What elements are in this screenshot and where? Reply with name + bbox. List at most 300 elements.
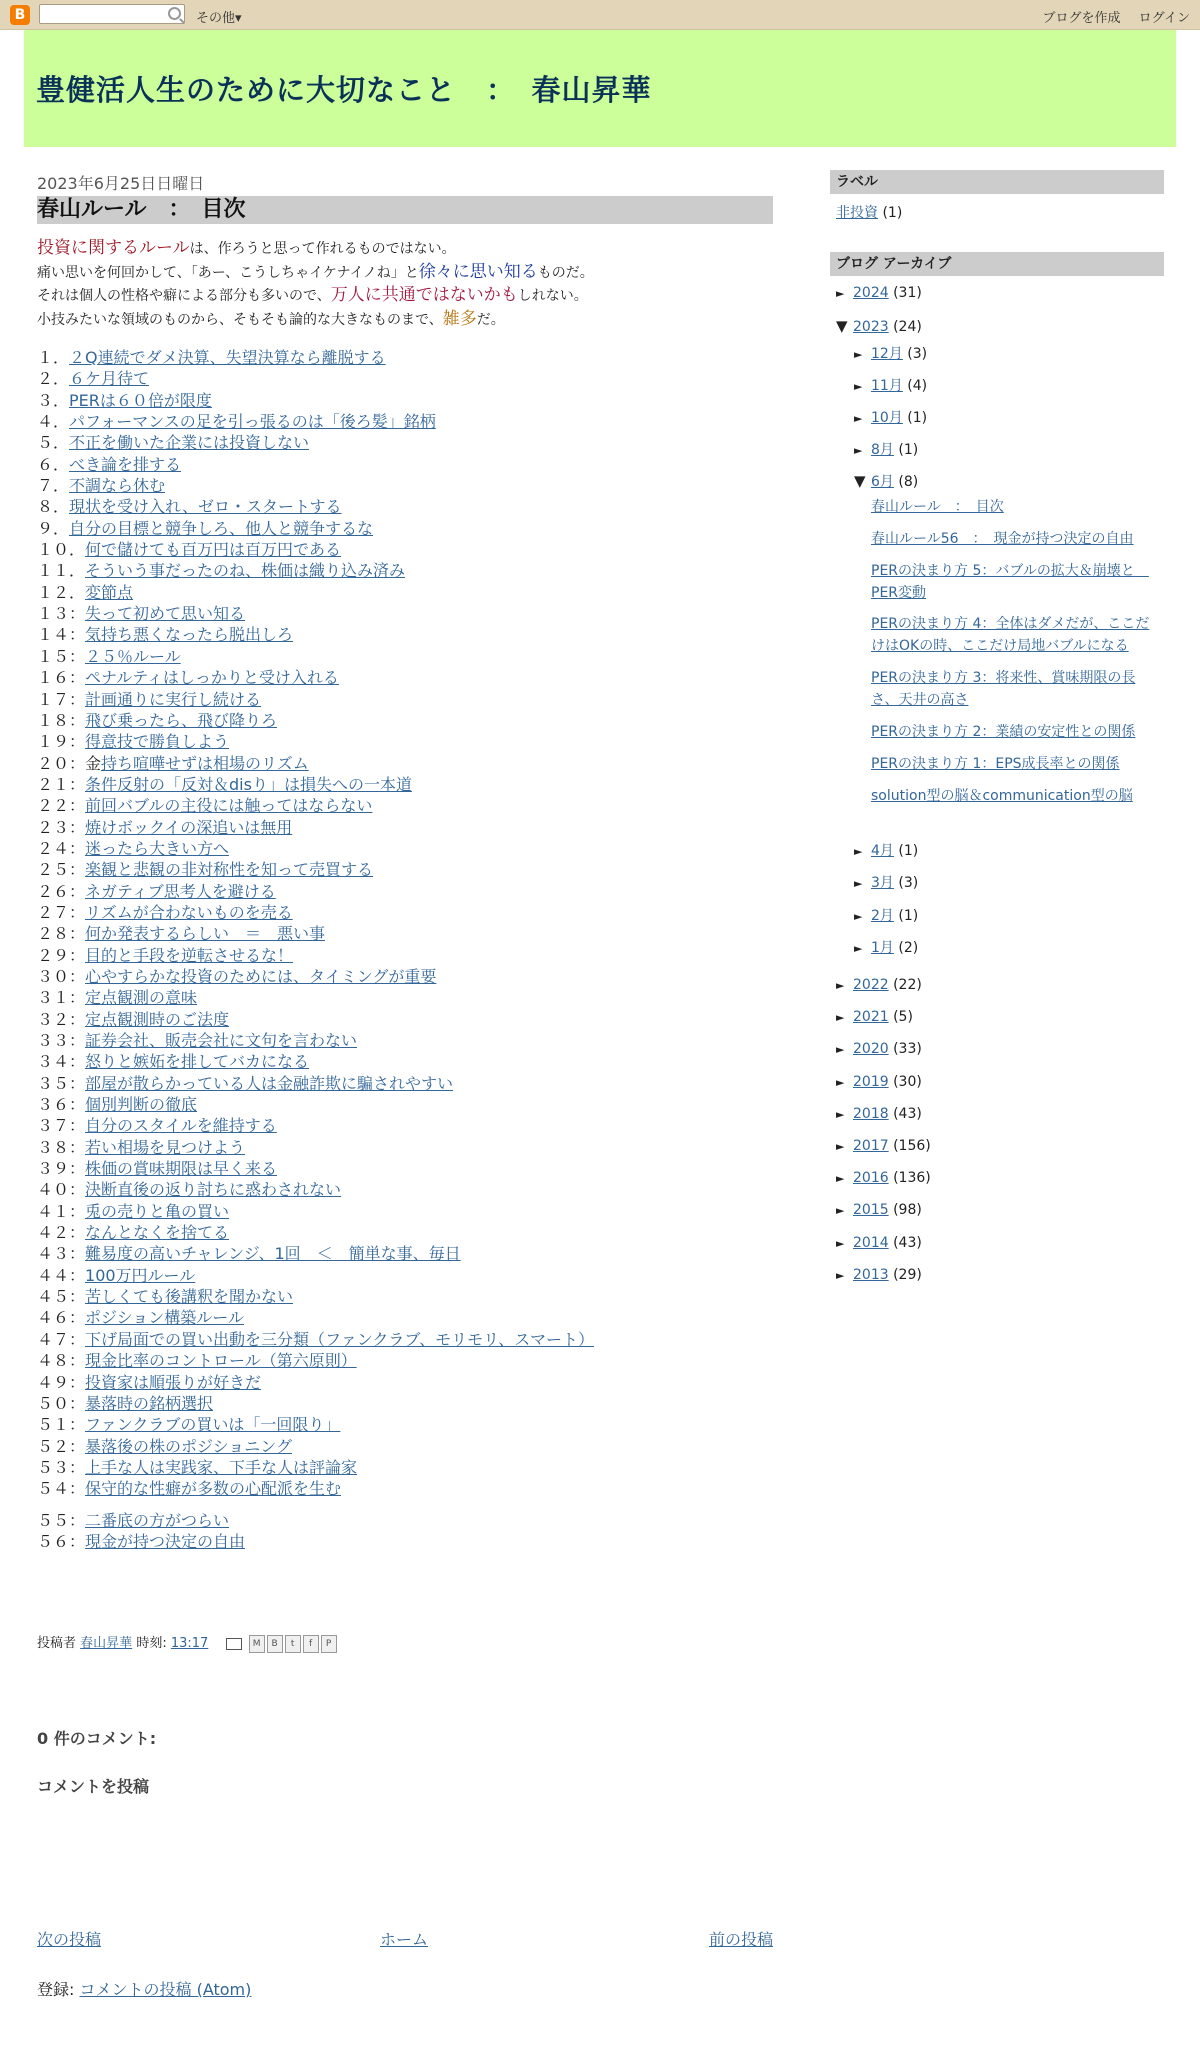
archive-item	[854, 407, 927, 427]
archive-item	[836, 1106, 922, 1122]
rule-item	[37, 1286, 773, 1307]
intro-text: 小技みたいな領域のものから、そもそも論的な大きなものまで、	[37, 311, 443, 328]
collapsed-toggle-icon[interactable]: ►	[836, 287, 845, 300]
share-buttons	[247, 1636, 337, 1651]
archive-post-link[interactable]: 春山ルール ： 目次	[871, 499, 1004, 515]
rule-link[interactable]: べき論を排する	[69, 454, 182, 474]
archive-item	[854, 840, 918, 860]
rule-number: ４８：	[37, 1351, 86, 1371]
rule-link[interactable]: 個別判断の徹底	[85, 1095, 198, 1115]
rule-number: ３６：	[37, 1095, 86, 1115]
intro-line-2	[37, 261, 773, 285]
post-comment-heading: コメントを投稿	[37, 1777, 150, 1796]
rule-item	[37, 1414, 773, 1435]
rule-item	[37, 902, 773, 923]
archive-link[interactable]: 11月	[871, 378, 903, 394]
rule-prefix: 金	[85, 753, 102, 773]
time-label: 時刻:	[136, 1636, 167, 1651]
collapsed-toggle-icon[interactable]: ►	[836, 1107, 845, 1121]
rule-item	[37, 1265, 773, 1286]
rule-number: ６．	[37, 454, 70, 474]
rule-number: ３３：	[37, 1031, 86, 1050]
rule-number: ７．	[37, 476, 70, 496]
rule-link[interactable]: 心やすらかな投資のためには、タイミングが重要	[85, 966, 437, 986]
rule-number: １７：	[37, 689, 86, 709]
rule-item	[37, 987, 773, 1008]
highlight-text: 投資に関するルール	[37, 238, 190, 258]
rule-item	[37, 881, 773, 902]
expanded-toggle-icon[interactable]: ▼	[836, 317, 848, 335]
label-count: (1)	[882, 205, 903, 221]
archive-count: (43)	[893, 1105, 922, 1122]
rule-link[interactable]: 現金比率のコントロール（第六原則）	[85, 1351, 357, 1371]
rule-link[interactable]: 目的と手段を逆転させるな！	[85, 945, 294, 965]
intro-text: ものだ。	[537, 264, 594, 281]
collapsed-toggle-icon[interactable]: ►	[854, 845, 863, 858]
rule-link[interactable]: 部屋が散らかっている人は金融詐欺に騙されやすい	[85, 1073, 454, 1093]
archive-count: (4)	[907, 378, 928, 394]
archive-item	[836, 1235, 922, 1251]
collapsed-toggle-icon[interactable]: ►	[854, 412, 863, 425]
rule-link[interactable]: 暴落時の銘柄選択	[85, 1393, 214, 1413]
archive-link[interactable]: 4月	[871, 843, 894, 859]
archive-count: (3)	[907, 346, 928, 362]
home-link[interactable]: ホーム	[380, 1930, 429, 1949]
archive-link[interactable]: 2月	[871, 907, 894, 924]
rule-link[interactable]: 失って初めて思い知る	[85, 604, 246, 624]
archive-link[interactable]: 12月	[871, 346, 903, 362]
rule-item	[37, 624, 773, 645]
highlight-text: 徐々に思い知る	[418, 261, 538, 282]
archive-count: (3)	[898, 875, 919, 892]
rule-link[interactable]: 苦しくても後講釈を聞かない	[85, 1287, 294, 1307]
rule-number: ５０：	[37, 1393, 86, 1413]
archive-link[interactable]: 2016	[853, 1170, 889, 1187]
rule-number: ３１：	[37, 988, 86, 1008]
rule-number: ４３：	[37, 1244, 86, 1264]
rule-link[interactable]: リズムが合わないものを売る	[85, 902, 293, 922]
archive-link[interactable]: 2024	[853, 285, 889, 301]
rule-number: １３：	[37, 604, 86, 624]
newer-post-link[interactable]: 次の投稿	[37, 1930, 102, 1949]
archive-link[interactable]: 10月	[871, 410, 903, 426]
archive-count: (1)	[898, 907, 919, 924]
rule-number: ５４：	[37, 1479, 86, 1499]
rule-link[interactable]: ペナルティはしっかりと受け入れる	[85, 668, 339, 688]
rule-link[interactable]: 持ち喧嘩せずは相場のリズム	[101, 753, 309, 773]
archive-item	[854, 471, 918, 491]
rule-link[interactable]: 現金が持つ決定の自由	[85, 1531, 246, 1551]
blog-header	[24, 30, 1176, 147]
rule-number: ２９：	[37, 945, 86, 965]
rule-link[interactable]: 定点観測時のご法度	[85, 1009, 230, 1029]
rule-number: ４７：	[37, 1329, 86, 1349]
rule-item	[37, 1030, 773, 1051]
archive-link[interactable]: 2020	[853, 1041, 889, 1058]
archive-count: (24)	[893, 319, 922, 335]
rule-link[interactable]: 難易度の高いチャレンジ、1回 ＜ 簡単な事、毎日	[85, 1244, 461, 1264]
archive-link[interactable]: 2021	[853, 1009, 889, 1026]
rule-item	[37, 539, 773, 560]
rule-item	[37, 1436, 773, 1457]
rule-link[interactable]: 計画通りに実行し続ける	[85, 689, 262, 709]
search-input[interactable]	[39, 4, 185, 24]
archive-count: (8)	[898, 474, 919, 490]
archive-post-link[interactable]: 春山ルール56 ： 現金が持つ決定の自由	[871, 531, 1134, 547]
rule-link[interactable]: 怒りと嫉妬を排してバカになる	[85, 1052, 310, 1072]
rule-link[interactable]: 得意技で勝負しよう	[85, 732, 230, 752]
rule-number: ２７：	[37, 902, 86, 922]
rule-number: １０．	[37, 540, 86, 560]
intro-text: だ。	[476, 311, 505, 328]
archive-count: (43)	[893, 1234, 922, 1251]
labels-heading: ラベル	[830, 170, 1164, 194]
archive-item	[854, 872, 918, 892]
rule-number: ８．	[37, 497, 70, 517]
rule-link[interactable]: 二番底の方がつらい	[85, 1510, 230, 1530]
author-link[interactable]: 春山昇華	[80, 1636, 133, 1651]
rule-link[interactable]: なんとなくを捨てる	[85, 1223, 230, 1243]
rule-number: ４２：	[37, 1223, 86, 1243]
rule-link[interactable]: ネガティブ思考人を避ける	[85, 881, 276, 901]
archive-post-link[interactable]: PERの決まり方 5：バブルの拡大＆崩壊と PER変動	[871, 563, 1149, 601]
archive-count: (33)	[893, 1041, 922, 1058]
rule-number: ３７：	[37, 1116, 86, 1136]
collapsed-toggle-icon[interactable]: ►	[854, 348, 863, 361]
collapsed-toggle-icon[interactable]: ►	[836, 979, 845, 992]
rule-item	[37, 390, 773, 411]
rule-item	[37, 1329, 773, 1350]
rule-item	[37, 817, 773, 838]
collapsed-toggle-icon[interactable]: ►	[836, 1011, 845, 1025]
post-footer	[37, 1632, 337, 1653]
rule-item	[37, 753, 773, 774]
more-menu-button[interactable]: その他▾	[196, 11, 242, 26]
expanded-toggle-icon[interactable]: ▼	[854, 472, 866, 490]
label-link[interactable]: 非投資	[836, 205, 878, 221]
rule-number: １９：	[37, 732, 86, 752]
collapsed-toggle-icon[interactable]: ►	[836, 1140, 845, 1153]
archive-item	[854, 439, 918, 459]
rule-item	[37, 774, 773, 795]
rule-item	[37, 1243, 773, 1264]
rule-item	[37, 582, 773, 603]
rule-number: ２６：	[37, 881, 86, 901]
rule-number: ２３：	[37, 817, 86, 837]
archive-item	[836, 977, 922, 993]
rule-number: ２５：	[37, 860, 86, 880]
blogger-logo-icon[interactable]: B	[10, 5, 30, 25]
rule-item	[37, 560, 773, 581]
rule-link[interactable]: 自分の目標と競争しろ、他人と競争するな	[69, 518, 374, 538]
share-button-icon[interactable]: P	[321, 1635, 337, 1653]
archive-count: (156)	[893, 1138, 931, 1154]
archive-link[interactable]: 1月	[871, 939, 894, 956]
rule-item	[37, 1179, 773, 1200]
rule-number: １８：	[37, 710, 86, 730]
rule-link[interactable]: ２Q連続でダメ決算、失望決算なら離脱する	[69, 348, 386, 367]
rule-link[interactable]: 自分のスタイルを維持する	[85, 1116, 277, 1136]
rule-item	[37, 731, 773, 752]
rule-number: ４．	[37, 412, 70, 432]
create-blog-link[interactable]: ブログを作成	[1042, 11, 1121, 26]
rule-link[interactable]: そういう事だったのね、株価は織り込み済み	[85, 561, 406, 581]
rule-number: ３５：	[37, 1073, 86, 1093]
share-button-icon[interactable]: B	[267, 1635, 283, 1653]
rule-item	[37, 1158, 773, 1179]
rule-number: ４５：	[37, 1287, 86, 1307]
archive-item	[836, 285, 922, 301]
collapsed-toggle-icon[interactable]: ►	[854, 941, 863, 955]
feed-links	[37, 1977, 251, 2000]
labels-list	[830, 194, 1164, 252]
collapsed-toggle-icon[interactable]: ►	[854, 877, 863, 891]
rule-link[interactable]: 前回バブルの主役には触ってはならない	[85, 796, 373, 816]
rule-number: ４４：	[37, 1265, 86, 1285]
rule-link[interactable]: ポジション構築ルール	[85, 1308, 244, 1328]
intro-text: しれない。	[517, 288, 588, 304]
rule-number: ９．	[37, 518, 70, 538]
collapsed-toggle-icon[interactable]: ►	[836, 1268, 845, 1282]
rule-link[interactable]: 楽観と悲観の非対称性を知って売買する	[85, 860, 374, 880]
rule-number: ３．	[37, 390, 70, 410]
archive-link[interactable]: 2023	[853, 319, 889, 335]
rule-link[interactable]: 定点観測の意味	[85, 988, 198, 1008]
rule-number: ２８：	[37, 924, 86, 944]
navbar	[0, 0, 1200, 30]
rule-number: １２．	[37, 582, 86, 602]
rule-item	[37, 945, 773, 966]
collapsed-toggle-icon[interactable]: ►	[854, 380, 863, 393]
collapsed-toggle-icon[interactable]: ►	[836, 1236, 845, 1250]
archive-link[interactable]: 2022	[853, 977, 889, 993]
rule-item	[37, 838, 773, 859]
rule-item	[37, 1201, 773, 1222]
blog-title[interactable]: 豊健活人生のために大切なこと ： 春山昇華	[36, 73, 652, 107]
archive-link[interactable]: 2014	[853, 1234, 889, 1251]
older-post-link[interactable]: 前の投稿	[708, 1930, 773, 1949]
rule-link[interactable]: 保守的な性癖が多数の心配派を生む	[85, 1479, 342, 1499]
archive-post-link[interactable]: PERの決まり方 3：将来性、賞味期限の長さ、天井の高さ	[871, 670, 1136, 708]
archive-link[interactable]: 2015	[853, 1202, 889, 1219]
archive-link[interactable]: 2017	[853, 1138, 889, 1154]
rule-item	[37, 1393, 773, 1414]
rule-link[interactable]: PERは６０倍が限度	[69, 390, 212, 410]
rule-item	[37, 1478, 773, 1499]
rule-number: ３２：	[37, 1009, 86, 1029]
archive-count: (22)	[893, 977, 922, 993]
post-intro	[37, 237, 773, 331]
collapsed-toggle-icon[interactable]: ►	[836, 1172, 845, 1186]
highlight-text: 雑多	[442, 308, 477, 329]
rule-number: ３９：	[37, 1159, 86, 1179]
archive-post-link[interactable]: PERの決まり方 2：業績の安定性との関係	[871, 724, 1136, 740]
rule-item	[37, 368, 773, 389]
archive-link[interactable]: 3月	[871, 875, 894, 892]
rules-list	[37, 347, 773, 1500]
rule-item	[37, 859, 773, 880]
email-post-icon[interactable]	[226, 1638, 242, 1650]
rule-link[interactable]: 変節点	[85, 582, 134, 602]
label-item	[836, 202, 1164, 222]
archive-count: (29)	[893, 1266, 922, 1283]
rule-number: ５６：	[37, 1531, 86, 1551]
archive-item	[836, 317, 922, 335]
intro-line-4	[37, 308, 773, 332]
main-column	[37, 171, 773, 1552]
navbar-actions	[1028, 7, 1190, 26]
rule-link[interactable]: 投資家は順張りが好きだ	[85, 1372, 262, 1392]
collapsed-toggle-icon[interactable]: ►	[836, 1075, 845, 1089]
rule-item	[37, 411, 773, 432]
rule-link[interactable]: 証券会社、販売会社に文句を言わない	[85, 1031, 358, 1050]
rule-item	[37, 1094, 773, 1115]
intro-text: 痛い思いを何回かして、「あー、こうしちゃイケナイノね」と	[37, 264, 419, 281]
rule-link[interactable]: 焼けボックイの深追いは無用	[85, 817, 293, 837]
archive-link[interactable]: 6月	[871, 474, 894, 490]
archive-count: (30)	[893, 1073, 922, 1090]
archive-post-link[interactable]: PERの決まり方 1：EPS成長率との関係	[871, 756, 1120, 772]
rule-link[interactable]: 迷ったら大きい方へ	[85, 838, 230, 858]
rule-item	[37, 923, 773, 944]
archive-item	[836, 1074, 922, 1090]
rule-link[interactable]: 不調なら休む	[69, 476, 166, 496]
archive-item	[836, 1138, 931, 1154]
archive-post-link[interactable]: PERの決まり方 4：全体はダメだが、ここだけはOKの時、ここだけ局地バブルになる	[871, 616, 1150, 654]
collapsed-toggle-icon[interactable]: ►	[836, 1204, 845, 1218]
rule-item	[37, 1372, 773, 1393]
rule-item	[37, 1350, 773, 1371]
posted-by-label: 投稿者	[37, 1636, 77, 1651]
rule-number: ２．	[37, 369, 70, 389]
rule-number: ４１：	[37, 1201, 86, 1221]
share-button-icon[interactable]: M	[249, 1635, 265, 1653]
rule-item	[37, 795, 773, 816]
archive-count: (2)	[898, 939, 919, 956]
rule-item	[37, 1510, 773, 1531]
intro-text: それは個人の性格や癖による部分も多いので、	[37, 288, 331, 304]
archive-item	[836, 1041, 922, 1057]
rule-link[interactable]: 何で儲けても百万円は百万円である	[85, 540, 342, 560]
share-button-icon[interactable]: f	[303, 1635, 319, 1653]
rule-number: ４９：	[37, 1372, 86, 1392]
archive-item	[854, 375, 927, 395]
rule-link[interactable]: 条件反射の「反対＆disり」は損失への一本道	[85, 774, 412, 794]
collapsed-toggle-icon[interactable]: ►	[854, 444, 863, 457]
archive-count: (1)	[907, 410, 928, 426]
highlight-text: 万人に共通ではないかも	[330, 285, 518, 305]
archive-count: (1)	[898, 843, 919, 859]
feed-label: 登録:	[37, 1980, 75, 1999]
rule-number: ３４：	[37, 1052, 86, 1072]
rule-item	[37, 1051, 773, 1072]
rule-number: ５３：	[37, 1457, 86, 1477]
archive-link[interactable]: 2018	[853, 1105, 889, 1122]
archive-link[interactable]: 2019	[853, 1073, 889, 1090]
rule-link[interactable]: 不正を働いた企業には投資しない	[69, 433, 310, 453]
archive-link[interactable]: 2013	[853, 1266, 889, 1283]
rule-number: １６：	[37, 668, 86, 688]
rule-number: ２４：	[37, 838, 86, 858]
archive-item	[854, 343, 927, 363]
rule-link[interactable]: 100万円ルール	[85, 1265, 196, 1285]
share-button-icon[interactable]: t	[285, 1635, 301, 1653]
rule-number: ５１：	[37, 1415, 86, 1435]
rule-link[interactable]: 飛び乗ったら、飛び降りろ	[85, 710, 278, 730]
rules-list-tail	[37, 1510, 773, 1553]
rule-link[interactable]: 現状を受け入れ、ゼロ・スタートする	[69, 497, 342, 517]
collapsed-toggle-icon[interactable]: ►	[854, 909, 863, 923]
archive-item	[854, 937, 918, 957]
rule-number: １．	[37, 348, 70, 367]
sidebar	[830, 170, 1164, 1283]
rule-link[interactable]: ２５％ルール	[85, 646, 181, 666]
atom-feed-link[interactable]: コメントの投稿 (Atom)	[79, 1980, 252, 1999]
rule-link[interactable]: 株価の賞味期限は早く来る	[85, 1159, 278, 1179]
rule-item	[37, 347, 773, 368]
rule-item	[37, 1073, 773, 1094]
rule-number: ３０：	[37, 966, 86, 986]
archive-count: (1)	[898, 442, 919, 458]
rule-link[interactable]: 気持ち悪くなったら脱出しろ	[85, 625, 294, 645]
rule-number: ４０：	[37, 1180, 86, 1200]
rule-link[interactable]: 下げ局面での買い出動を三分類（ファンクラブ、モリモリ、スマート）	[85, 1329, 594, 1349]
rule-link[interactable]: 兎の売りと亀の買い	[85, 1201, 230, 1221]
archive-heading: ブログ アーカイブ	[830, 252, 1164, 276]
collapsed-toggle-icon[interactable]: ►	[836, 1043, 845, 1057]
archive-item	[836, 1267, 922, 1283]
comments-count: 0 件のコメント:	[37, 1729, 157, 1748]
rule-item	[37, 518, 773, 539]
rule-item	[37, 603, 773, 624]
rule-item	[37, 1531, 773, 1552]
rule-link[interactable]: 決断直後の返り討ちに惑わされない	[85, 1180, 342, 1200]
rule-link[interactable]: 上手な人は実践家、下手な人は評論家	[85, 1457, 358, 1477]
intro-line-3	[37, 284, 773, 308]
rule-link[interactable]: ファンクラブの買いは「一回限り」	[85, 1415, 341, 1435]
rule-item	[37, 432, 773, 453]
rule-number: ２１：	[37, 774, 86, 794]
archive-post-link[interactable]: solution型の脳＆communication型の脳	[871, 788, 1133, 804]
rule-number: １１．	[37, 561, 86, 581]
rule-item	[37, 710, 773, 731]
rule-number: ５２：	[37, 1436, 86, 1456]
rule-number: ５．	[37, 433, 70, 453]
rule-item	[37, 966, 773, 987]
intro-text: は、作ろうと思って作れるものではない。	[189, 241, 456, 257]
rule-number: ２２：	[37, 796, 86, 816]
login-link[interactable]: ログイン	[1138, 11, 1190, 26]
archive-item	[836, 1170, 931, 1186]
archive-link[interactable]: 8月	[871, 442, 894, 458]
archive-count: (136)	[893, 1170, 931, 1187]
rule-item	[37, 1222, 773, 1243]
rule-link[interactable]: 何か発表するらしい ＝ 悪い事	[85, 924, 326, 944]
post-time-link[interactable]: 13:17	[170, 1636, 209, 1651]
archive-item	[836, 1009, 913, 1025]
intro-line-1	[37, 237, 773, 261]
search-icon[interactable]	[168, 7, 181, 20]
archive-item	[854, 905, 918, 925]
rule-item	[37, 667, 773, 688]
rule-link[interactable]: パフォーマンスの足を引っ張るのは「後ろ髪」銘柄	[69, 412, 436, 432]
rule-link[interactable]: ６ケ月待て	[69, 369, 150, 389]
rule-link[interactable]: 若い相場を見つけよう	[85, 1137, 246, 1157]
archive-count: (5)	[893, 1009, 913, 1026]
post-title: 春山ルール ： 目次	[37, 196, 773, 224]
archive-count: (98)	[893, 1202, 922, 1219]
rule-link[interactable]: 暴落後の株のポジショニング	[85, 1436, 292, 1456]
